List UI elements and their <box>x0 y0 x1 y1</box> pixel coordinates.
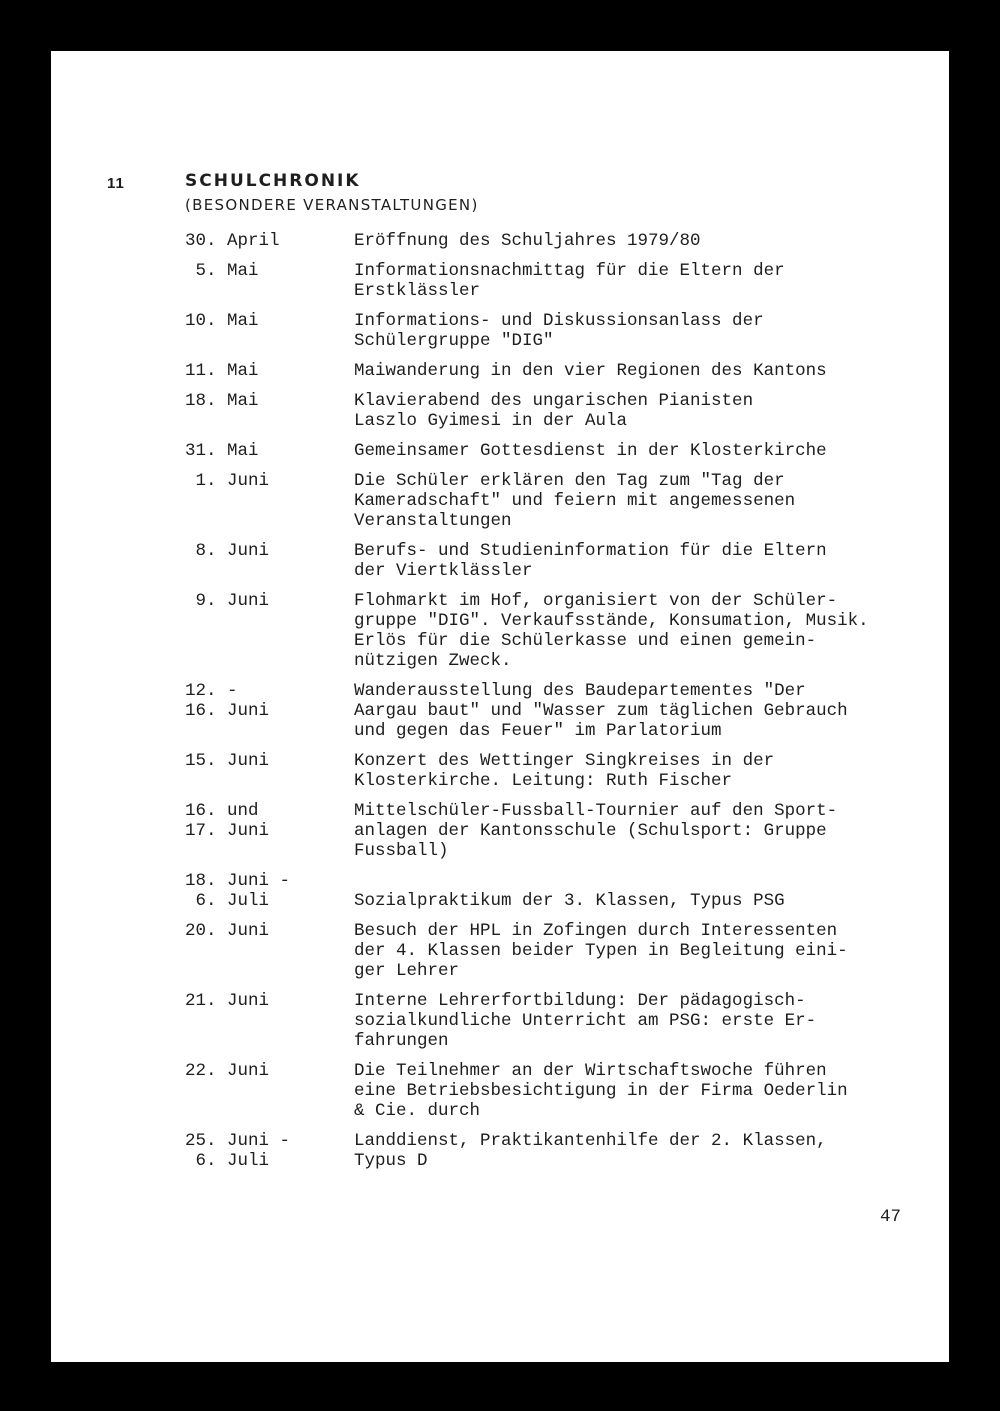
entry-date: 20. Juni <box>185 921 270 941</box>
entry-text: Informationsnachmittag für die Eltern der Erstklässler <box>354 261 785 301</box>
entry-date: 25. Juni - 6. Juli <box>185 1131 291 1171</box>
chronicle-entry <box>185 871 925 911</box>
entry-text: Besuch der HPL in Zofingen durch Interessenten der 4. Klassen beider Typen in Begleitung eini- ger Lehrer <box>354 921 848 981</box>
entry-text: Gemeinsamer Gottesdienst in der Klosterkirche <box>354 441 827 461</box>
entry-text: Flohmarkt im Hof, organisiert von der Schüler- gruppe "DIG". Verkaufsstände, Konsumation, Musik. Erlös für die Schülerkasse und einen gemein- nützigen Zweck. <box>354 591 869 671</box>
entry-text: Die Schüler erklären den Tag zum "Tag der Kameradschaft" und feiern mit angemessenen Veranstaltungen <box>354 471 796 531</box>
chronicle-entry <box>185 681 925 741</box>
chronicle-entry <box>185 1061 925 1121</box>
entry-date: 15. Juni <box>185 751 270 771</box>
section-number: 11 <box>107 175 125 192</box>
entry-text: Eröffnung des Schuljahres 1979/80 <box>354 231 701 251</box>
page-number: 47 <box>880 1207 902 1227</box>
entry-text: Die Teilnehmer an der Wirtschaftswoche führen eine Betriebsbesichtigung in der Firma Oederlin & Cie. durch <box>354 1061 848 1121</box>
entry-text: Informations- und Diskussionsanlass der Schülergruppe "DIG" <box>354 311 764 351</box>
entry-date: 8. Juni <box>185 541 270 561</box>
chronicle-entry <box>185 591 925 671</box>
entry-date: 18. Juni - 6. Juli <box>185 871 291 911</box>
chronicle-entry <box>185 311 925 351</box>
entry-text: Landdienst, Praktikantenhilfe der 2. Klassen, Typus D <box>354 1131 827 1171</box>
section-title: SCHULCHRONIK <box>185 171 361 191</box>
entry-date: 10. Mai <box>185 311 259 331</box>
chronicle-entry <box>185 361 925 381</box>
chronicle-entry <box>185 541 925 581</box>
chronicle-entry <box>185 921 925 981</box>
entry-text: Klavierabend des ungarischen Pianisten Laszlo Gyimesi in der Aula <box>354 391 754 431</box>
entry-text: Sozialpraktikum der 3. Klassen, Typus PSG <box>354 891 785 911</box>
entry-text: Mittelschüler-Fussball-Tournier auf den Sport- anlagen der Kantonsschule (Schulsport: Gruppe Fussball) <box>354 801 838 861</box>
entry-text: Interne Lehrerfortbildung: Der pädagogisch- sozialkundliche Unterricht am PSG: erste Er- fahrungen <box>354 991 817 1051</box>
chronicle-entry <box>185 441 925 461</box>
entry-date: 22. Juni <box>185 1061 270 1081</box>
entry-text: Konzert des Wettinger Singkreises in der Klosterkirche. Leitung: Ruth Fischer <box>354 751 775 791</box>
chronicle-entry <box>185 231 925 251</box>
entry-date: 1. Juni <box>185 471 270 491</box>
chronicle-entry <box>185 471 925 531</box>
entry-date: 18. Mai <box>185 391 259 411</box>
entry-date: 30. April <box>185 231 280 251</box>
entry-date: 31. Mai <box>185 441 259 461</box>
chronicle-entry <box>185 751 925 791</box>
chronicle-entry <box>185 391 925 431</box>
document-page <box>51 51 949 1362</box>
entry-text: Maiwanderung in den vier Regionen des Kantons <box>354 361 827 381</box>
entry-date: 9. Juni <box>185 591 270 611</box>
entry-text: Wanderausstellung des Baudepartementes "Der Aargau baut" und "Wasser zum täglichen Gebrauch und gegen das Feuer" im Parlatorium <box>354 681 848 741</box>
chronicle-list <box>185 231 925 1181</box>
entry-date: 21. Juni <box>185 991 270 1011</box>
chronicle-entry <box>185 801 925 861</box>
entry-date: 16. und 17. Juni <box>185 801 270 841</box>
entry-date: 12. - 16. Juni <box>185 681 270 721</box>
chronicle-entry <box>185 261 925 301</box>
chronicle-entry <box>185 1131 925 1171</box>
entry-text: Berufs- und Studieninformation für die Eltern der Viertklässler <box>354 541 827 581</box>
entry-date: 5. Mai <box>185 261 259 281</box>
entry-date: 11. Mai <box>185 361 259 381</box>
section-subtitle: (BESONDERE VERANSTALTUNGEN) <box>185 196 479 214</box>
chronicle-entry <box>185 991 925 1051</box>
